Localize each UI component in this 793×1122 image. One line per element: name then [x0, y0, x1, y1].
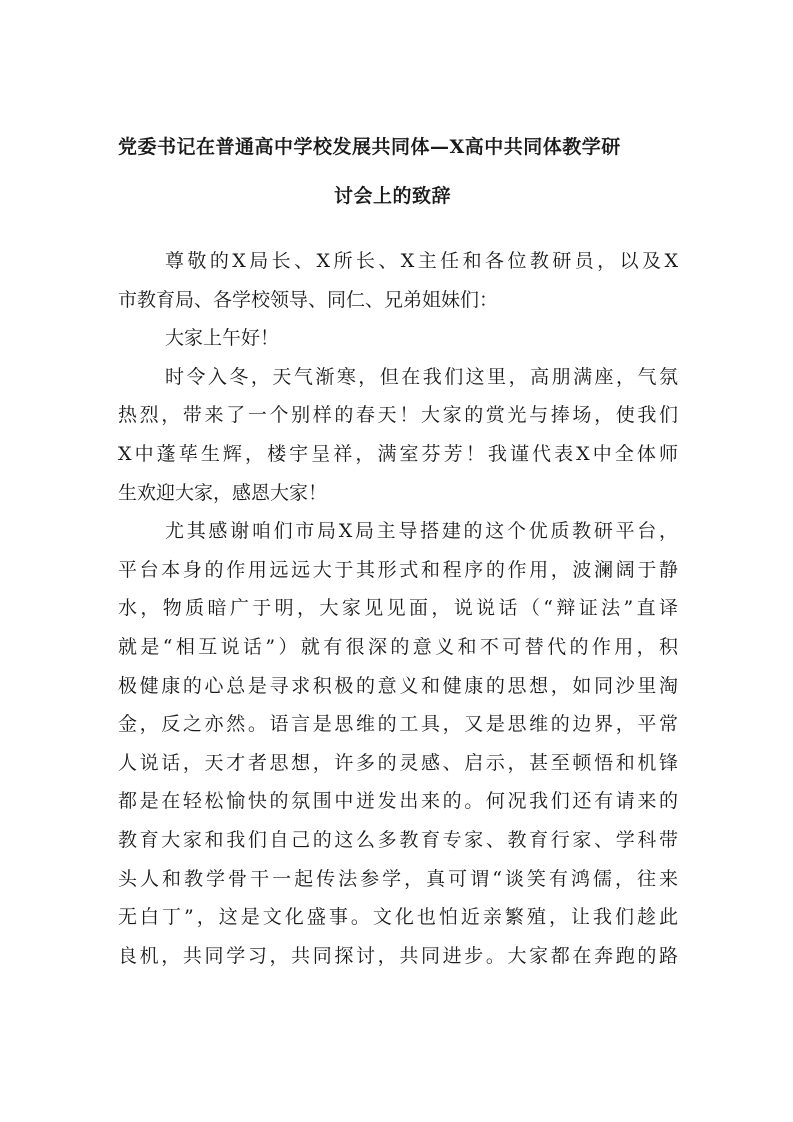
body-line: 都是在轻松愉快的氛围中迸发出来的。何况我们还有请来的 — [118, 790, 678, 813]
body-line: 无白丁”，这是文化盛事。文化也怕近亲繁殖，让我们趁此 — [118, 906, 678, 929]
body-line: 头人和教学骨干一起传法参学，真可谓“谈笑有鸿儒，往来 — [118, 867, 678, 890]
body-line: 热烈，带来了一个别样的春天！大家的赏光与捧场，使我们 — [118, 404, 678, 427]
body-line: 极健康的心总是寻求积极的意义和健康的思想，如同沙里淘 — [118, 674, 678, 697]
body-line: 大家上午好！ — [165, 327, 280, 350]
body-line: 尤其感谢咱们市局X局主导搭建的这个优质教研平台， — [165, 520, 678, 543]
body-line: 平台本身的作用远远大于其形式和程序的作用，波澜阔于静 — [118, 558, 678, 581]
body-line: 市教育局、各学校领导、同仁、兄弟姐妹们： — [118, 288, 499, 311]
body-line: 尊敬的X局长、X所长、X主任和各位教研员，以及X — [165, 250, 678, 272]
body-line: 人说话，天才者思想，许多的灵感、启示，甚至顿悟和机锋 — [118, 751, 678, 774]
body-line: 教育大家和我们自己的这么多教育专家、教育行家、学科带 — [118, 829, 678, 851]
document-title-line-1: 党委书记在普通高中学校发展共同体—X高中共同体教学研 — [118, 136, 621, 158]
body-line: 金，反之亦然。语言是思维的工具，又是思维的边界，平常 — [118, 713, 678, 736]
body-line: 良机，共同学习，共同探讨，共同进步。大家都在奔跑的路 — [118, 944, 678, 967]
document-title-line-2: 讨会上的致辞 — [334, 185, 452, 207]
body-line: 就是“相互说话”）就有很深的意义和不可替代的作用，积 — [118, 636, 678, 658]
body-line: X中蓬荜生辉，楼宇呈祥，满室芬芳！我谨代表X中全体师 — [118, 443, 678, 465]
body-line: 水，物质暗广于明，大家见见面，说说话（“辩证法”直译 — [118, 597, 678, 620]
body-line: 时令入冬，天气渐寒，但在我们这里，高朋满座，气氛 — [165, 365, 678, 388]
body-line: 生欢迎大家，感恩大家！ — [118, 481, 328, 504]
